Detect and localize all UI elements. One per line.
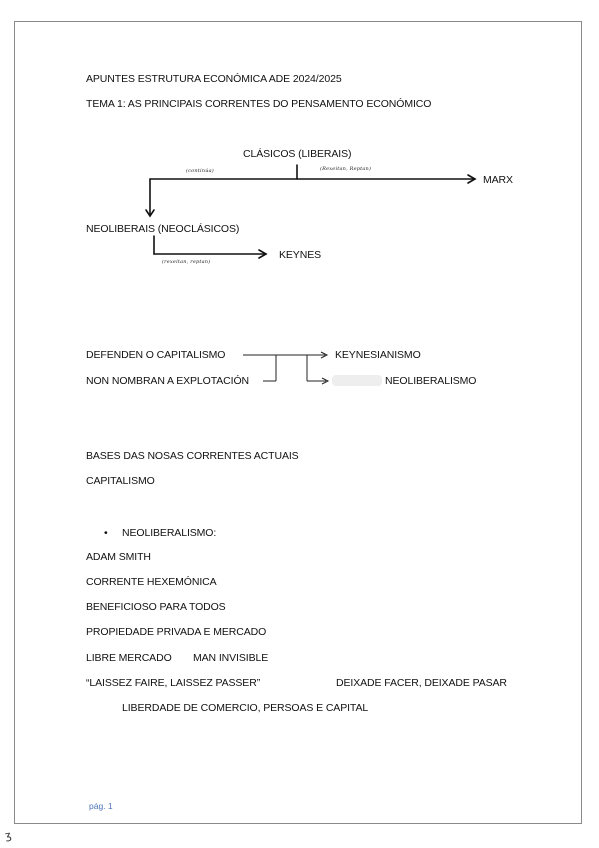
redacted-region bbox=[332, 375, 382, 386]
bullet-dot: • bbox=[104, 527, 108, 539]
note-line-4: PROPIEDADE PRIVADA E MERCADO bbox=[86, 626, 267, 638]
free-market-label: LIBRE MERCADO bbox=[86, 652, 172, 664]
comparison-row-1: DEFENDEN O CAPITALISMO bbox=[86, 349, 226, 361]
bases-sub: CAPITALISMO bbox=[86, 475, 155, 487]
laissez-faire-quote: “LAISSEZ FAIRE, LAISSEZ PASSER” bbox=[86, 677, 261, 689]
comparison-target-2: NEOLIBERALISMO bbox=[385, 375, 477, 387]
handwritten-note-sub: (rexeitan, reptan) bbox=[162, 259, 211, 265]
corner-glyph: ʒ bbox=[3, 828, 13, 843]
freedom-line: LIBERDADE DE COMERCIO, PERSOAS E CAPITAL bbox=[122, 702, 369, 714]
diagram-target-marx: MARX bbox=[483, 174, 513, 186]
note-line-2: CORRENTE HEXEMÓNICA bbox=[86, 576, 217, 588]
document-title: APUNTES ESTRUTURA ECONÓMICA ADE 2024/2025 bbox=[86, 73, 342, 85]
note-line-3: BENEFICIOSO PARA TODOS bbox=[86, 601, 226, 613]
page-number: pág. 1 bbox=[89, 801, 113, 811]
invisible-hand-label: MAN INVISIBLE bbox=[193, 652, 269, 664]
diagram-root-label: CLÁSICOS (LIBERAIS) bbox=[243, 148, 352, 160]
comparison-row-2: NON NOMBRAN A EXPLOTACIÓN bbox=[86, 375, 250, 387]
handwritten-note-left: (continúa) bbox=[186, 168, 214, 174]
topic-heading: TEMA 1: AS PRINCIPAIS CORRENTES DO PENSAMENTO ECONÓMICO bbox=[86, 98, 432, 110]
handwritten-note-right: (Rexeitan, Reptan) bbox=[320, 166, 372, 172]
quote-translation: DEIXADE FACER, DEIXADE PASAR bbox=[336, 677, 507, 689]
note-line-1: ADAM SMITH bbox=[86, 551, 151, 563]
bases-heading: BASES DAS NOSAS CORRENTES ACTUAIS bbox=[86, 450, 299, 462]
comparison-target-1: KEYNESIANISMO bbox=[335, 349, 421, 361]
diagram-target-neoliberais: NEOLIBERAIS (NEOCLÁSICOS) bbox=[86, 223, 240, 235]
diagram-target-keynes: KEYNES bbox=[279, 249, 321, 261]
bullet-neoliberalismo: NEOLIBERALISMO: bbox=[122, 527, 217, 539]
